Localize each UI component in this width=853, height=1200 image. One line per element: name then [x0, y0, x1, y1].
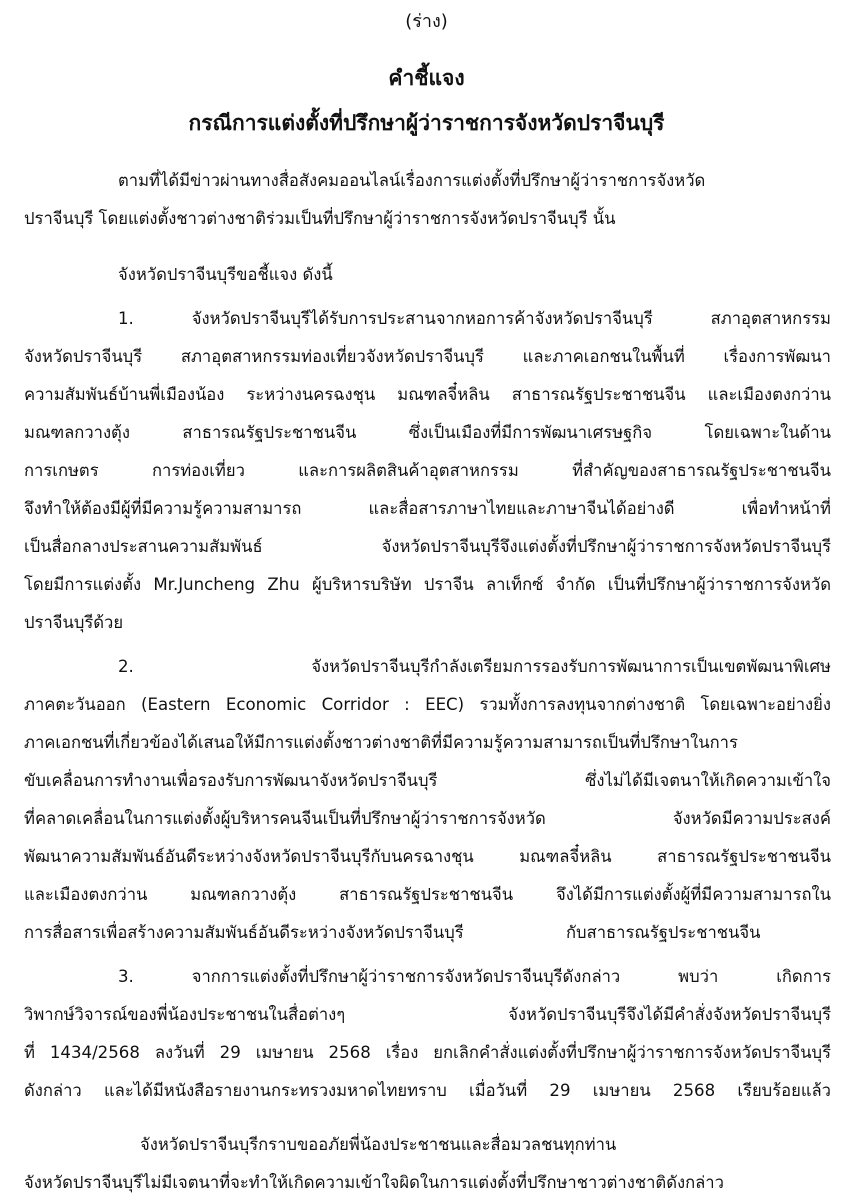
closing-line: จังหวัดปราจีนบุรีไม่มีเจตนาที่จะทำให้เกิดความเข้าใจผิดในการแต่งตั้งที่ปรึกษาชาวต่างชาติดังกล่าว — [24, 1173, 724, 1192]
point1-line: การเกษตร การท่องเที่ยว และการผลิตสินค้าอุตสาหกรรม ที่สำคัญของสาธารณรัฐประชาชนจีน — [24, 461, 831, 480]
point2-line: 2. จังหวัดปราจีนบุรีกำลังเตรียมการรองรับการพัฒนาการเป็นเขตพัฒนาพิเศษ — [118, 657, 831, 676]
point2-line: การสื่อสารเพื่อสร้างความสัมพันธ์อันดีระหว่างจังหวัดปราจีนบุรี — [24, 923, 464, 942]
point2-line: พัฒนาความสัมพันธ์อันดีระหว่างจังหวัดปราจีนบุรีกับนครฉางชุน มณฑลจี๋หลิน สาธารณรัฐประชาชนจีน — [24, 847, 831, 866]
intro-line: ปราจีนบุรี โดยแต่งตั้งชาวต่างชาติร่วมเป็นที่ปรึกษาผู้ว่าราชการจังหวัดปราจีนบุรี นั้น — [24, 209, 616, 228]
closing-line: จังหวัดปราจีนบุรีกราบขออภัยพี่น้องประชาชนและสื่อมวลชนทุกท่าน — [140, 1135, 617, 1154]
document-subtitle: กรณีการแต่งตั้งที่ปรึกษาผู้ว่าราชการจังหวัดปราจีนบุรี — [188, 111, 665, 135]
point3-line: ที่ 1434/2568 ลงวันที่ 29 เมษายน 2568 เรื่อง ยกเลิกคำสั่งแต่งตั้งที่ปรึกษาผู้ว่าราชการจังหวัดปราจีนบุรี — [24, 1043, 831, 1062]
point1-line: ความสัมพันธ์บ้านพี่เมืองน้อง ระหว่างนครฉงชุน มณฑลจี๋หลิน สาธารณรัฐประชาชนจีน และเมืองตงกว่าน — [24, 385, 831, 404]
point3-line: ดังกล่าว และได้มีหนังสือรายงานกระทรวงมหาดไทยทราบ เมื่อวันที่ 29 เมษายน 2568 เรียบร้อยแล้ว — [24, 1081, 831, 1100]
point2-line: กับสาธารณรัฐประชาชนจีน — [566, 923, 761, 942]
draft-label: (ร่าง) — [405, 11, 448, 32]
point2-line: ขับเคลื่อนการทำงานเพื่อรองรับการพัฒนาจังหวัดปราจีนบุรี ซึ่งไม่ได้มีเจตนาให้เกิดความเข้าใจ — [24, 771, 831, 790]
point1-line: 1. จังหวัดปราจีนบุรีได้รับการประสานจากหอการค้าจังหวัดปราจีนบุรี สภาอุตสาหกรรม — [118, 309, 831, 328]
point2-line: ที่คลาดเคลื่อนในการแต่งตั้งผู้บริหารคนจีนเป็นที่ปรึกษาผู้ว่าราชการจังหวัด จังหวัดมีความประสงค์ — [24, 809, 831, 828]
lead-line: จังหวัดปราจีนบุรีขอชี้แจง ดังนี้ — [118, 265, 333, 284]
point1-line: จังหวัดปราจีนบุรี สภาอุตสาหกรรมท่องเที่ยวจังหวัดปราจีนบุรี และภาคเอกชนในพื้นที่ เรื่องการพัฒนา — [24, 347, 831, 366]
point1-line: จึงทำให้ต้องมีผู้ที่มีความรู้ความสามารถ และสื่อสารภาษาไทยและภาษาจีนได้อย่างดี เพื่อทำหน้าที่ — [24, 499, 831, 518]
point1-line: โดยมีการแต่งตั้ง Mr.Juncheng Zhu ผู้บริหารบริษัท ปราจีน ลาเท็กซ์ จำกัด เป็นที่ปรึกษาผู้ว่าราชการจังหวัด — [24, 575, 831, 594]
point1-line: เป็นสื่อกลางประสานความสัมพันธ์ จังหวัดปราจีนบุรีจึงแต่งตั้งที่ปรึกษาผู้ว่าราชการจังหวัดปราจีนบุรี — [24, 537, 831, 556]
point3-line: 3. จากการแต่งตั้งที่ปรึกษาผู้ว่าราชการจังหวัดปราจีนบุรีดังกล่าว พบว่า เกิดการ — [118, 967, 831, 986]
point2-line: และเมืองตงกว่าน มณฑลกวางตุ้ง สาธารณรัฐประชาชนจีน จึงได้มีการแต่งตั้งผู้ที่มีความสามารถใน — [24, 885, 831, 904]
point3-line: วิพากษ์วิจารณ์ของพี่น้องประชาชนในสื่อต่างๆ จังหวัดปราจีนบุรีจึงได้มีคำสั่งจังหวัดปราจีนบุรี — [24, 1005, 831, 1024]
document-title: คำชี้แจง — [388, 66, 465, 90]
intro-line: ตามที่ได้มีข่าวผ่านทางสื่อสังคมออนไลน์เรื่องการแต่งตั้งที่ปรึกษาผู้ว่าราชการจังหวัด — [118, 171, 706, 190]
point2-line: ภาคเอกชนที่เกี่ยวข้องได้เสนอให้มีการแต่งตั้งชาวต่างชาติที่มีความรู้ความสามารถเป็นที่ปรึกษาในการ — [24, 733, 738, 752]
point1-line: มณฑลกวางตุ้ง สาธารณรัฐประชาชนจีน ซึ่งเป็นเมืองที่มีการพัฒนาเศรษฐกิจ โดยเฉพาะในด้าน — [24, 423, 831, 442]
point1-line: ปราจีนบุรีด้วย — [24, 613, 124, 632]
point2-line: ภาคตะวันออก (Eastern Economic Corridor : EEC) รวมทั้งการลงทุนจากต่างชาติ โดยเฉพาะอย่างยิ่ง — [24, 695, 831, 714]
